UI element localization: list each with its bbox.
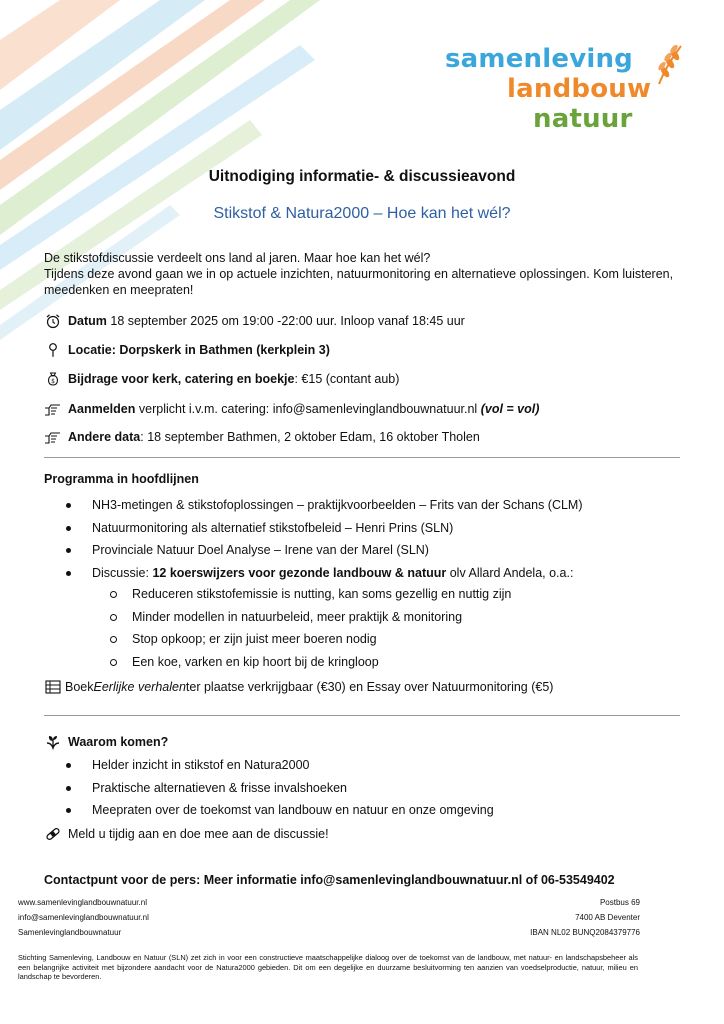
- info-bijdrage: [44, 371, 399, 387]
- book-list-icon: [44, 679, 62, 695]
- footer-city: 7400 AB Deventer: [575, 913, 640, 922]
- info-andere-data: [44, 429, 480, 445]
- bandage-icon: [44, 826, 62, 842]
- pointing-hand-icon: [44, 429, 62, 445]
- waarom-cta: [44, 826, 329, 842]
- programma-heading: Programma in hoofdlijnen: [44, 472, 199, 486]
- footer-left: [18, 897, 149, 938]
- boek-suffix: ter plaatse verkrijgbaar (€30) en Essay over Natuurmonitoring (€5): [185, 680, 554, 694]
- intro-line-1: De stikstofdiscussie verdeelt ons land al jaren. Maar hoe kan het wél?: [44, 251, 431, 265]
- datum-value: 18 september 2025 om 19:00 -22:00 uur. Inloop vanaf 18:45 uur: [110, 314, 465, 328]
- bijdrage-value: : €15 (contant aub): [294, 372, 400, 386]
- waarom-heading: Waarom komen?: [68, 735, 169, 749]
- list-item: Minder modellen in natuurbeleid, meer praktijk & monitoring: [132, 609, 511, 632]
- info-datum: [44, 313, 465, 329]
- logo-line-1: samenleving: [445, 44, 633, 74]
- list-item: Natuurmonitoring als alternatief stikstofbeleid – Henri Prins (SLN): [92, 520, 583, 543]
- aanmelden-note: (vol = vol): [480, 402, 540, 416]
- aanmelden-value: verplicht i.v.m. catering: info@samenlevinglandbouwnatuur.nl: [138, 402, 478, 416]
- footer-email: info@samenlevinglandbouwnatuur.nl: [18, 913, 149, 922]
- footer-iban: IBAN NL02 BUNQ2084379776: [530, 928, 640, 937]
- divider: [44, 457, 680, 458]
- list-item: Discussie: 12 koerswijzers voor gezonde landbouw & natuur olv Allard Andela, o.a.:: [92, 565, 583, 588]
- boek-prefix: Boek: [65, 680, 94, 694]
- aanmelden-label: Aanmelden: [68, 402, 136, 416]
- list-item: Helder inzicht in stikstof en Natura2000: [92, 757, 494, 780]
- money-bag-icon: [44, 371, 62, 387]
- logo-line-2: landbouw: [507, 74, 652, 104]
- footer-right: [530, 897, 640, 938]
- alarm-clock-icon: [44, 313, 62, 329]
- page-subtitle: Stikstof & Natura2000 – Hoe kan het wél?: [213, 205, 511, 222]
- list-item: Een koe, varken en kip hoort bij de kringloop: [132, 654, 511, 677]
- programma-list: [92, 497, 583, 587]
- footer-disclaimer: Stichting Samenleving, Landbouw en Natuur (SLN) zet zich in voor een constructieve maatschappelijke dialoog over de toekomst van de landbouw, met natuur- en landschapsbeheer als een belangrijke activiteit met bijzondere aandacht voor de Natura2000 gebieden. Dit om een degelijke en duurzame besluitvorming ten aanzien van voedselproductie, natuur, milieu en landschap te bevorderen.: [18, 953, 638, 981]
- list-item: Reduceren stikstofemissie is nutting, kan soms gezellig en nuttig zijn: [132, 586, 511, 609]
- boek-title: Eerlijke verhalen: [93, 680, 186, 694]
- bijdrage-label: Bijdrage voor kerk, catering en boekje: [68, 372, 295, 386]
- pointing-hand-icon: [44, 401, 62, 417]
- intro-text: [44, 250, 684, 298]
- cta-text: Meld u tijdig aan en doe mee aan de discussie!: [68, 827, 329, 841]
- plant-hands-icon: [44, 734, 62, 750]
- list-item: NH3-metingen & stikstofoplossingen – praktijkvoorbeelden – Frits van der Schans (CLM): [92, 497, 583, 520]
- info-locatie: [44, 342, 330, 358]
- list-item: Meepraten over de toekomst van landbouw en natuur en onze omgeving: [92, 802, 494, 825]
- waarom-heading-row: [44, 734, 168, 750]
- list-item: Provinciale Natuur Doel Analyse – Irene van der Marel (SLN): [92, 542, 583, 565]
- logo-line-3: natuur: [533, 104, 633, 134]
- press-contact: Contactpunt voor de pers: Meer informatie info@samenlevinglandbouwnatuur.nl of 06-53549402: [44, 873, 615, 887]
- datum-label: Datum: [68, 314, 107, 328]
- page-title: Uitnodiging informatie- & discussieavond: [208, 168, 516, 185]
- footer-postbus: Postbus 69: [599, 898, 640, 907]
- wheat-icon: [653, 42, 685, 86]
- svg-text:$: $: [51, 378, 55, 385]
- list-item: Praktische alternatieven & frisse invalshoeken: [92, 780, 494, 803]
- footer-social: Samenlevinglandbouwnatuur: [18, 928, 122, 937]
- locatie-text: Locatie: Dorpskerk in Bathmen (kerkplein 3): [68, 343, 330, 357]
- footer-website: www.samenlevinglandbouwnatuur.nl: [18, 898, 147, 907]
- divider: [44, 715, 680, 716]
- info-aanmelden: [44, 401, 539, 417]
- location-pin-icon: [44, 342, 62, 358]
- list-item: Stop opkoop; er zijn juist meer boeren nodig: [132, 631, 511, 654]
- boek-line: [44, 679, 553, 695]
- intro-line-2: Tijdens deze avond gaan we in op actuele inzichten, natuurmonitoring en alternatieve oplossingen. Kom luisteren, meedenken en meepraten!: [44, 267, 674, 297]
- waarom-list: [92, 757, 494, 825]
- andere-value: : 18 september Bathmen, 2 oktober Edam, 16 oktober Tholen: [140, 430, 480, 444]
- logo: [445, 40, 690, 140]
- andere-label: Andere data: [68, 430, 141, 444]
- discussie-sublist: [132, 586, 511, 676]
